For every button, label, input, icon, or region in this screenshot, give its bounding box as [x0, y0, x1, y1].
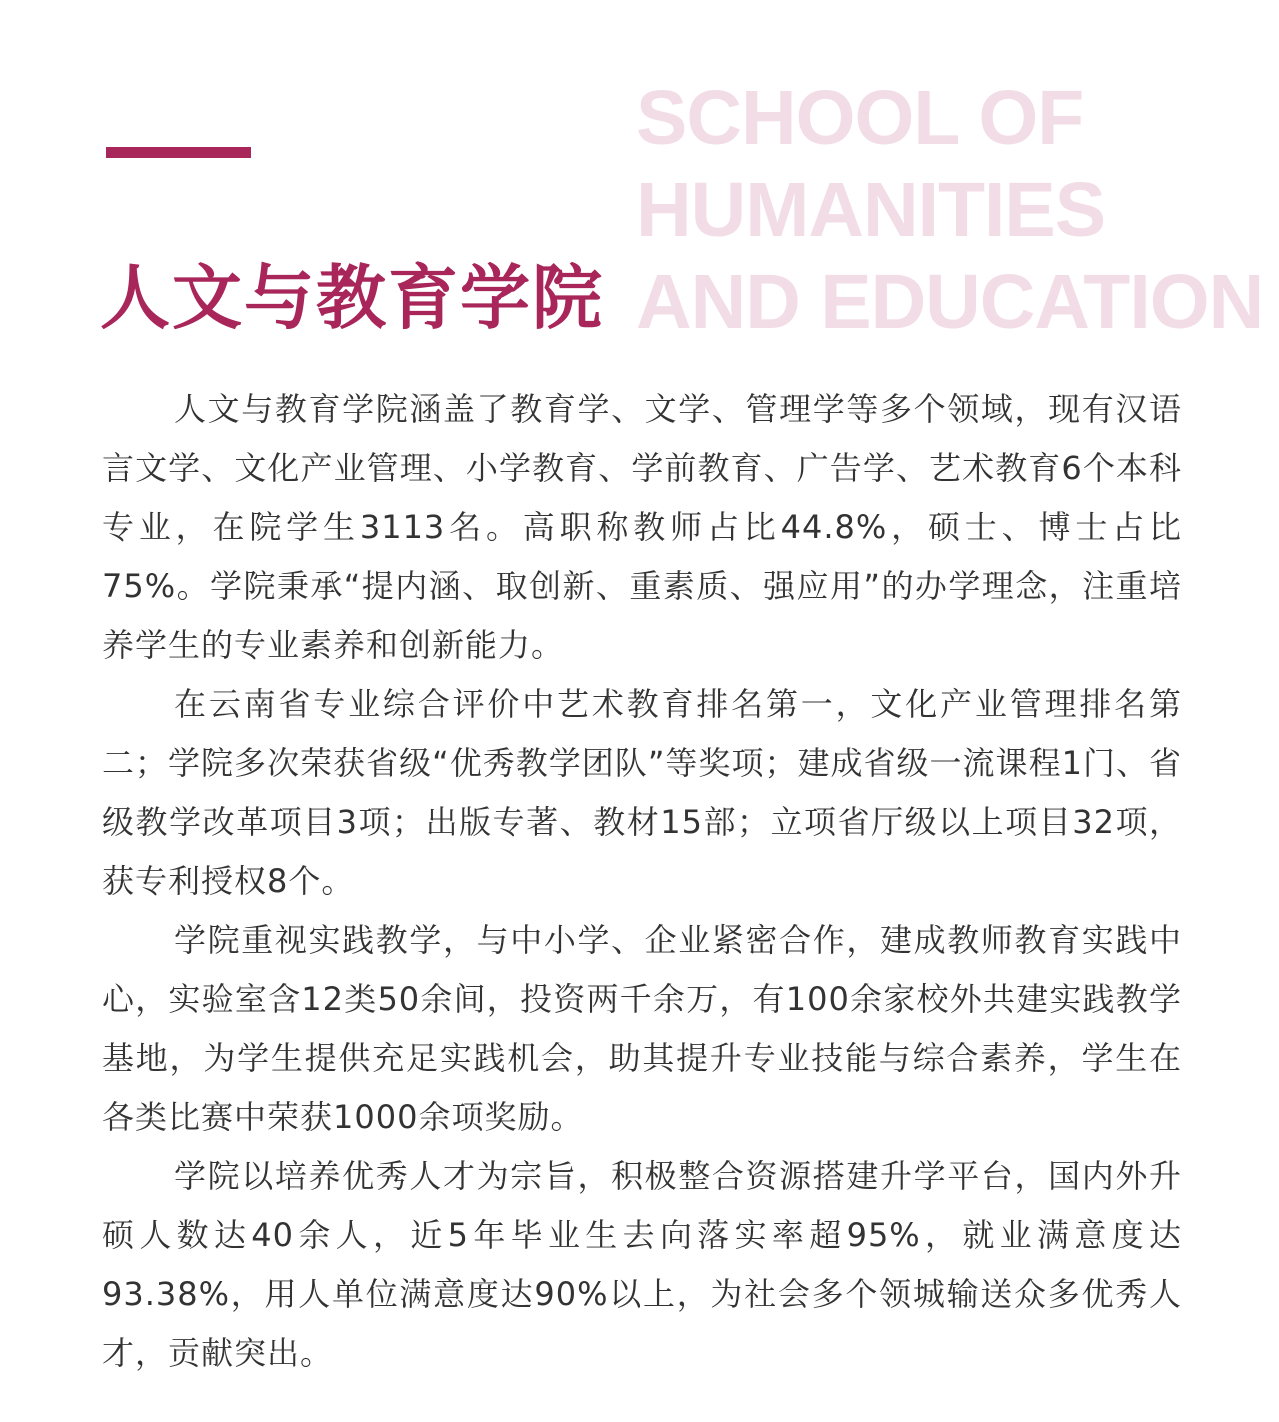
watermark-line-1: SCHOOL OF	[636, 75, 1084, 161]
paragraph-outcomes: 学院以培养优秀人才为宗旨，积极整合资源搭建升学平台，国内外升硕人数达40余人，近5年毕业生去向落实率超95%，就业满意度达93.38%，用人单位满意度达90%以上，为社会多个领城输送众多优秀人才，贡献突出。	[102, 1157, 1182, 1372]
page-title: 人文与教育学院	[100, 257, 604, 339]
paragraph-practice: 学院重视实践教学，与中小学、企业紧密合作，建成教师教育实践中心，实验室含12类50余间，投资两千余万，有100余家校外共建实践教学基地，为学生提供充足实践机会，助其提升专业技能与综合素养，学生在各类比赛中荣获1000余项奖励。	[102, 921, 1182, 1136]
watermark-line-2: HUMANITIES	[636, 167, 1106, 253]
title-accent-bar	[106, 147, 251, 158]
body-text	[102, 380, 1182, 1383]
english-watermark	[636, 72, 1279, 348]
paragraph-overview: 人文与教育学院涵盖了教育学、文学、管理学等多个领域，现有汉语言文学、文化产业管理、小学教育、学前教育、广告学、艺术教育6个本科专业，在院学生3113名。高职称教师占比44.8%，硕士、博士占比75%。学院秉承“提内涵、取创新、重素质、强应用”的办学理念，注重培养学生的专业素养和创新能力。	[102, 390, 1182, 664]
paragraph-achievements: 在云南省专业综合评价中艺术教育排名第一，文化产业管理排名第二；学院多次荣获省级“优秀教学团队”等奖项；建成省级一流课程1门、省级教学改革项目3项；出版专著、教材15部；立项省厅级以上项目32项，获专利授权8个。	[102, 685, 1182, 900]
watermark-line-3: AND EDUCATION	[636, 259, 1264, 345]
